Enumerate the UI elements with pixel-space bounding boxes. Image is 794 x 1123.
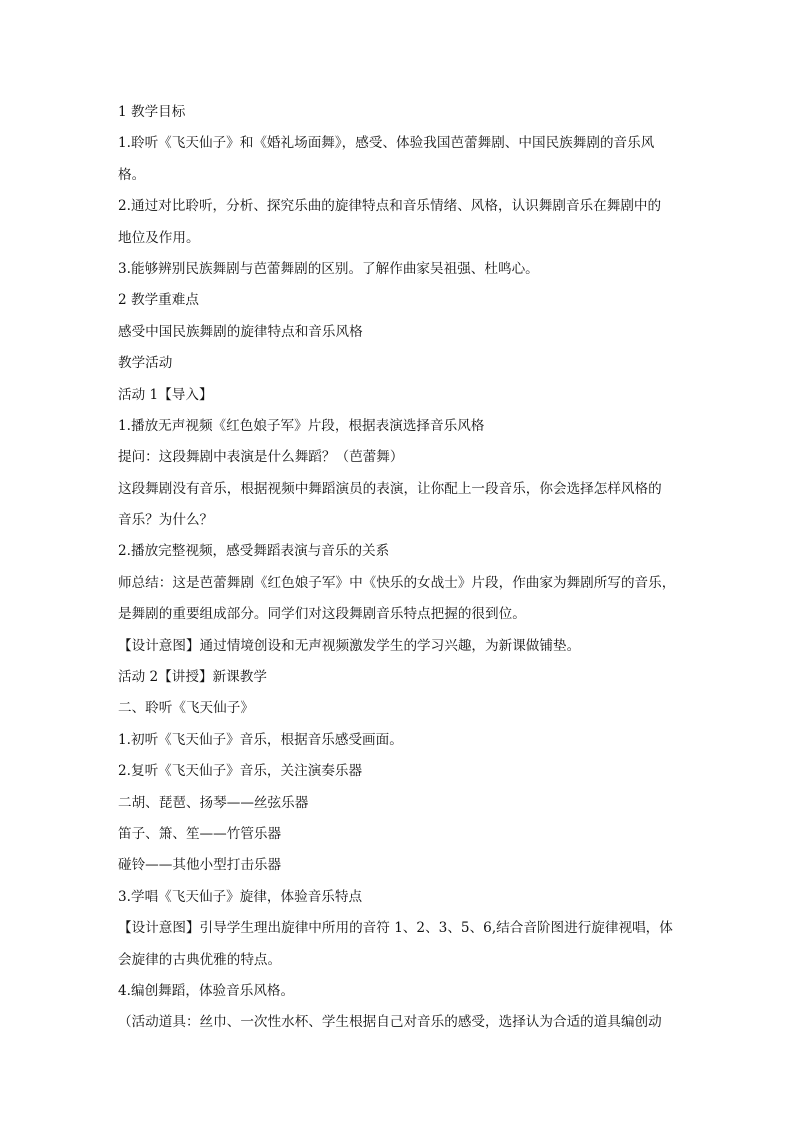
- goal-3: 3.能够辨别民族舞剧与芭蕾舞剧的区别。了解作曲家吴祖强、杜鸣心。: [118, 260, 539, 277]
- heading-teaching-goals: 1 教学目标: [118, 104, 186, 120]
- teacher-summary-cont: 是舞剧的重要组成部分。同学们对这段舞剧音乐特点把握的很到位。: [118, 606, 526, 623]
- goal-1-cont: 格。: [118, 166, 146, 183]
- instruments-winds: 笛子、箫、笙——竹管乐器: [118, 825, 282, 842]
- activity-props: （活动道具：丝巾、一次性水杯、学生根据自己对音乐的感受，选择认为合适的道具编创动: [118, 1014, 662, 1031]
- design-intent-1: 【设计意图】通过情境创设和无声视频激发学生的学习兴趣，为新课做铺垫。: [118, 637, 581, 654]
- activity-1-title: 活动 1【导入】: [118, 386, 213, 403]
- activity-1-step-2: 2.播放完整视频，感受舞蹈表演与音乐的关系: [118, 543, 390, 560]
- activity-1-step-1: 1.播放无声视频《红色娘子军》片段，根据表演选择音乐风格: [118, 417, 485, 434]
- teacher-summary: 师总结：这是芭蕾舞剧《红色娘子军》中《快乐的女战士》片段，作曲家为舞剧所写的音乐，: [118, 574, 676, 591]
- goal-1: 1.聆听《飞天仙子》和《婚礼场面舞》，感受、体验我国芭蕾舞剧、中国民族舞剧的音乐风: [118, 135, 655, 152]
- instruments-strings: 二胡、琵琶、扬琴——丝弦乐器: [118, 794, 309, 811]
- activity-1-paragraph-cont: 音乐？为什么？: [118, 512, 214, 529]
- activity-1-question: 提问：这段舞剧中表演是什么舞蹈？（芭蕾舞）: [118, 449, 404, 466]
- instruments-percussion: 碰铃——其他小型打击乐器: [118, 857, 282, 874]
- listen-step-1: 1.初听《飞天仙子》音乐，根据音乐感受画面。: [118, 731, 403, 748]
- listen-step-3: 3.学唱《飞天仙子》旋律，体验音乐特点: [118, 888, 363, 905]
- design-intent-2: 【设计意图】引导学生理出旋律中所用的音符 1、2、3、5、6,结合音阶图进行旋律视唱，体: [118, 920, 673, 937]
- document-body: [118, 97, 678, 1039]
- goal-2-cont: 地位及作用。: [118, 229, 200, 246]
- activity-2-title: 活动 2【讲授】新课教学: [118, 669, 267, 686]
- activity-1-paragraph: 这段舞剧没有音乐，根据视频中舞蹈演员的表演，让你配上一段音乐，你会选择怎样风格的: [118, 480, 662, 497]
- section-listen: 二、聆听《飞天仙子》: [118, 700, 254, 717]
- goal-2: 2.通过对比聆听，分析、探究乐曲的旋律特点和音乐情绪、风格，认识舞剧音乐在舞剧中的: [118, 198, 662, 215]
- key-points-text: 感受中国民族舞剧的旋律特点和音乐风格: [118, 323, 363, 340]
- heading-activities: 教学活动: [118, 355, 173, 372]
- listen-step-2: 2.复听《飞天仙子》音乐，关注演奏乐器: [118, 763, 363, 780]
- design-intent-2-cont: 会旋律的古典优雅的特点。: [118, 951, 282, 968]
- heading-key-points: 2 教学重难点: [118, 292, 199, 309]
- listen-step-4: 4.编创舞蹈，体验音乐风格。: [118, 982, 295, 999]
